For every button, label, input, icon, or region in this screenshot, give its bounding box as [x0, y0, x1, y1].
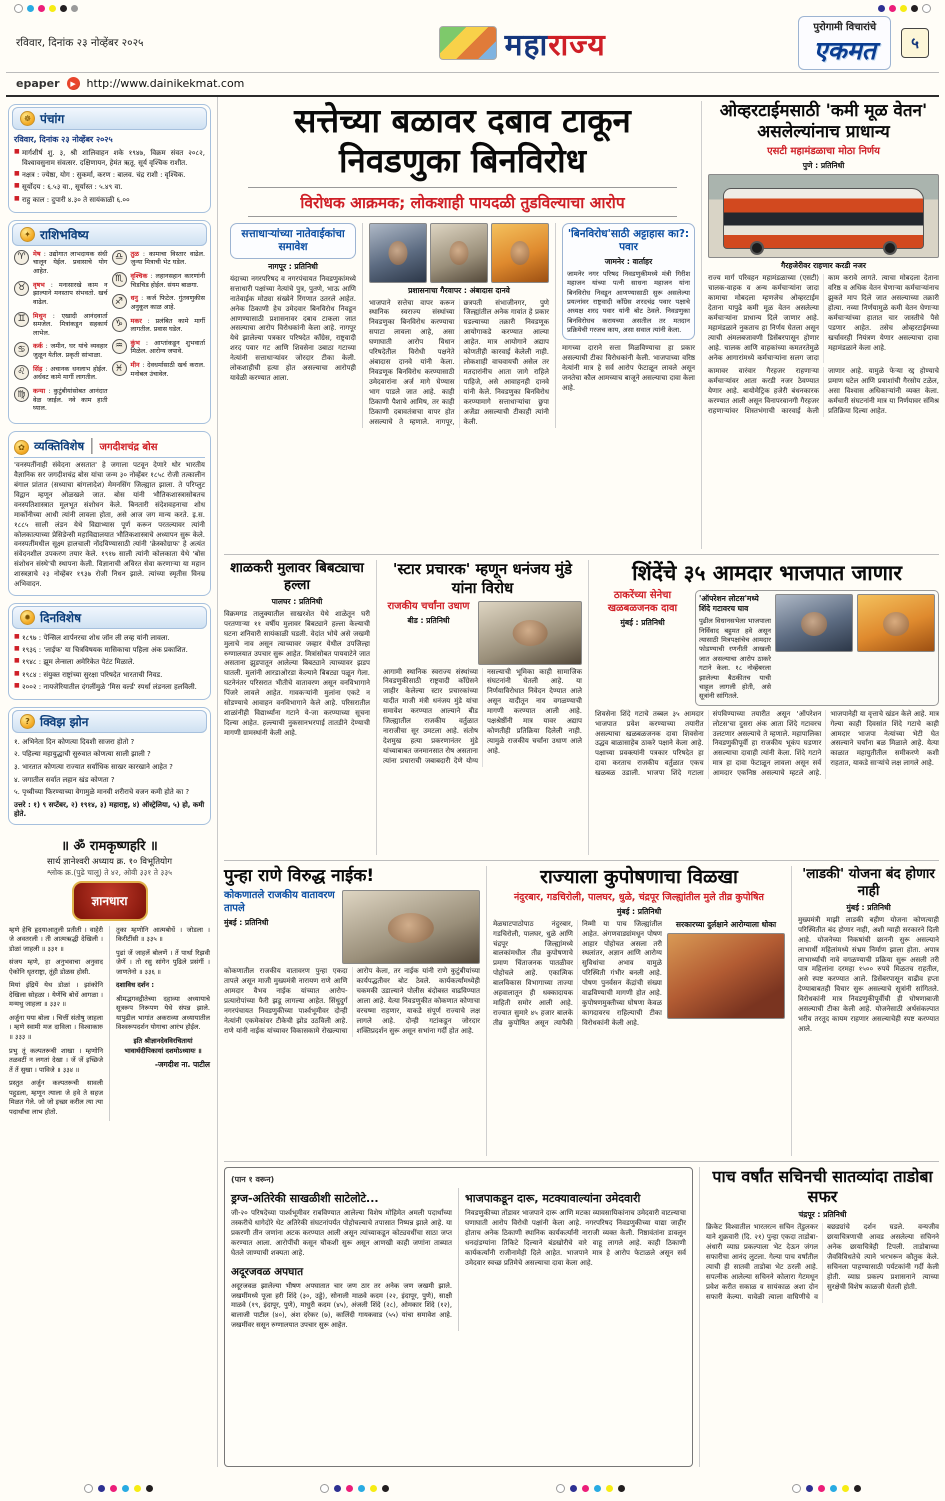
- zodiac-capricorn-icon: ♑: [112, 317, 127, 332]
- lead-left-byline: नागपूर : प्रतिनिधी: [268, 261, 318, 271]
- st-body-1: राज्य मार्ग परिवहन महामंडळाच्या (एसटी) चालक-वाहक व अन्य कर्मचाऱ्यांना जादा कामाचा मोबदला म्हणजेच ओव्हरटाईम देताना यापुढे कमी मूळ वेतन असलेल्या कर्मचाऱ्यांना प्राधान्य दिले जाणार आहे. महामंडळाने नुकताच हा निर्णय घेतला असून त्याची अंमलबजावणी डिसेंबरपासून होणार आहे. चालक आणि वाहकांच्या कमतरतेमुळे अनेक आगारांमध्ये कर्मचाऱ्यांना सलग जादा काम करावे लागते. त्याचा मोबदला देताना वरिष्ठ व अधिक वेतन घेणाऱ्या कर्मचाऱ्यांनाच झुकते माप दिले जात असल्याच्या तक्रारी होत्या. नव्या निर्णयामुळे कमी वेतन घेणाऱ्या कर्मचाऱ्यांच्या हातात चार जास्तीचे पैसे पडणार आहेत. तसेच ओव्हरटाईमच्या खर्चावरही नियंत्रण येणार असल्याचा दावा महामंडळाने केला आहे.: [708, 274, 939, 362]
- leopard-article: [224, 560, 376, 855]
- ladki-headline: 'लाडकी' योजना बंद होणार नाही: [802, 866, 935, 899]
- lead-left-kicker: सत्ताधाऱ्यांच्या नातेवाईकांचा समावेश: [241, 227, 345, 253]
- rashi-item: ♎ तुळ : कामाचा विस्तार वाढेल. जुन्या मित्राची भेट घडेल.: [112, 250, 206, 267]
- yellow-dot-icon: [49, 5, 56, 12]
- rashi-text: देवधर्मासाठी खर्च कराल. मनोबल उंचावेल.: [130, 361, 205, 378]
- yellow-dot-icon: [606, 1485, 613, 1492]
- din-item: ■ १८९७ : पेन्सिल शार्पनरचा शोध जॉन ली लव्ह यांनी लावला.: [14, 633, 205, 643]
- sachin-body: क्रिकेट विश्वातील भारतरत्न सचिन तेंडुलकर याने शुक्रवारी (दि. २१) पुन्हा एकदा ताडोबा-अंधारी व्याघ्र प्रकल्पाला भेट देऊन जंगल सफारीचा आनंद लुटला. गेल्या पाच वर्षांतील त्याची ही सातवी ताडोबा भेट ठरली आहे. सपत्नीक आलेल्या सचिनने कोलारा गेटमधून प्रवेश करीत सकाळ व सायंकाळ अशा दोन सफारी केल्या. यावेळी त्याला वाघिणीचे व बछड्यांचे दर्शन घडले. वन्यजीव छायाचित्रणाची आवड असलेल्या सचिनने अनेक छायाचित्रेही टिपली. ताडोबाच्या जैवविविधतेचे त्याने भरभरून कौतुक केले. सचिनला पाहण्यासाठी पर्यटकांनी गर्दी केली होती. व्याघ्र प्रकल्प प्रशासनाने त्याच्या सुरक्षेची विशेष काळजी घेतली होती.: [706, 1223, 939, 1301]
- st-bus-photo: [708, 174, 939, 258]
- rashi-column-left: [14, 250, 108, 418]
- verse: तुका म्हणोनि आत्मबोधें । जोडला । किरीटींसी ॥ ३३५ ॥: [116, 925, 210, 944]
- rashi-item: ♈ मेष : उद्योगात लाभदायक संधी चालून येईल. प्रवासाचे योग आहेत.: [14, 250, 108, 276]
- bus-graphic: [723, 188, 925, 249]
- leopard-body: विक्रमगड तालुक्यातील साखरशेत येथे शाळेतून घरी परतणाऱ्या ११ वर्षीय मुलावर बिबट्याने हल्ला केल्याची घटना शनिवारी सायंकाळी घडली. वेदांत भोये असे जखमी मुलाचे नाव असून त्याच्यावर जव्हार येथील उपजिल्हा रुग्णालयात उपचार सुरू आहेत. मित्रांसोबत पायवाटेने जात असताना झुडपातून आलेल्या बिबट्याने त्याच्यावर झडप घातली. मुलांनी आरडाओरडा केल्याने बिबट्या पळून गेला. घटनेनंतर परिसरात भीतीचे वातावरण असून वनविभागाने पिंजरे लावले आहेत. गावकऱ्यांनी मुलांना एकटे न सोडण्याचे आवाहन वनविभागाने केले आहे. परिसरातील शाळांनीही विद्यार्थ्यांना गटाने ये-जा करण्याच्या सूचना दिल्या आहेत. हल्ल्याची नुकसानभरपाई तातडीने देण्याची मागणी ग्रामस्थांनी केली आहे.: [224, 609, 370, 737]
- din-item: ■ १९८४ : संयुक्त राष्ट्रांच्या सुरक्षा परिषदेत भारताची निवड.: [14, 670, 205, 680]
- brand-name: एकमत: [813, 36, 876, 65]
- dnyan-line2: श्लोक क्र.(पुढे चालू) ते ४२, ओवी ३३१ ते ३३५: [46, 867, 173, 877]
- kuposhan-article: [486, 866, 791, 1156]
- row-2: [224, 560, 939, 855]
- munde-body: आगामी स्थानिक स्वराज्य संस्थांच्या निवडणुकीसाठी राष्ट्रवादी काँग्रेसने जाहीर केलेल्या स्टार प्रचारकांच्या यादीत माजी मंत्री धनंजय मुंडे यांचा समावेश करण्यात आल्याने बीड जिल्ह्यातील राजकीय वर्तुळात नाराजीचा सूर उमटला आहे. संतोष देशमुख हत्या प्रकरणानंतर मुंडे यांच्याबाबत जनमानसात रोष असताना त्यांना प्रचाराची जबाबदारी देणे योग्य नसल्याची भूमिका काही सामाजिक संघटनांनी घेतली आहे. या निर्णयाविरोधात निवेदन देण्यात आले असून यादीतून नाव वगळण्याची मागणी करण्यात आली आहे. पक्षश्रेष्ठींनी मात्र यावर अद्याप कोणतीही प्रतिक्रिया दिलेली नाही. त्यामुळे राजकीय चर्चांना उधाण आले आहे.: [383, 667, 582, 765]
- yellow-dot-icon: [370, 1485, 377, 1492]
- lead-right-body: जामनेर नगर परिषद निवडणुकीमध्ये मंत्री गिरीश महाजन यांच्या पत्नी साधना महाजन यांना बिनविरोध निवडून आणण्यासाठी सुरू असलेल्या प्रयत्नांवर राष्ट्रवादी काँग्रेस शरदचंद्र पवार पक्षाचे अध्यक्ष शरद पवार यांनी बोट ठेवले. निवडणुका बिनविरोधच करायच्या असतील तर मतदान प्रक्रियेची गरजच काय, असा सवाल त्यांनी केला.: [567, 269, 690, 334]
- verse: मियां इंद्रियें येथ डोळां । झांकोनि देखिला सोहळा । येणेंचि बोधें आगळा । मन्मथु जाहला ॥ ३३२ ॥: [9, 981, 103, 1009]
- st-headline: ओव्हरटाईमसाठी 'कमी मूळ वेतन' असलेल्यांनाच प्राधान्य: [719, 101, 928, 143]
- main-content: [218, 97, 939, 1467]
- cyan-dot-icon: [358, 1485, 365, 1492]
- registration-ring-icon: [320, 1484, 329, 1493]
- divider: [224, 554, 939, 555]
- ladki-byline: मुंबई : प्रतिनिधी: [846, 902, 891, 912]
- blue-dot-icon: [806, 1485, 813, 1492]
- registration-ring-icon: [556, 1484, 565, 1493]
- lead-right-kicker: 'बिनविरोध'साठी अट्टाहास का?: पवार: [567, 227, 690, 253]
- magenta-dot-icon: [110, 1485, 117, 1492]
- rashi-item: ♓ मीन : देवधर्मासाठी खर्च कराल. मनोबल उंचावेल.: [112, 361, 206, 378]
- bjp-body: निवडणुकीच्या तोंडावर भाजपाने दारू आणि मटका व्यावसायिकांनाच उमेदवारी वाटल्याचा घणाघाती आरोप विरोधी पक्षांनी केला आहे. नगरपरिषद निवडणुकीच्या याद्या जाहीर होताच अनेक ठिकाणी स्थानिक कार्यकर्त्यांनी नाराजी व्यक्त केली. निष्ठावंतांना डावलून धनदांडग्यांना तिकिटे दिल्याने बंडखोरीचे वारे वाहू लागले आहे. काही ठिकाणी कार्यकर्त्यांनी राजीनामेही दिले आहेत. भाजपाने मात्र हे आरोप फेटाळले असून सर्व उमेदवार स्वच्छ प्रतिमेचे असल्याचा दावा केला आहे.: [465, 1209, 686, 1267]
- rashi-text: मनासारखे काम न झाल्याने मनस्ताप संभवतो. खर्च वाढेल.: [33, 280, 108, 306]
- rashi-sign: कुंभ: [130, 338, 140, 347]
- quiz-question: १. अभिनेता दिन कोणत्या दिवशी साजरा होतो ?: [14, 737, 135, 746]
- masthead: [439, 23, 606, 64]
- rashi-sign: तुळ: [130, 249, 139, 258]
- din-vishesh-section: [8, 603, 211, 700]
- blue-dot-icon: [878, 5, 885, 12]
- drugs-heading: ड्रग्ज-अतिरेकी साखळीशी साटेलोटे...: [231, 1192, 379, 1205]
- verse: अर्जुना यया बोला । चित्तीं संतोषु जाहला । म्हणे स्वामी मज दाविला । विश्वाकारु ॥ ३३३ ॥: [9, 1013, 103, 1042]
- print-mark-group: [84, 1484, 153, 1493]
- black-dot-icon: [146, 1485, 153, 1492]
- blue-dot-icon: [98, 1485, 105, 1492]
- dnyan-invocation: ॥ ॐ रामकृष्णहरि ॥: [61, 838, 158, 854]
- kuposhan-headline: राज्याला कुपोषणाचा विळखा: [540, 866, 738, 888]
- brand-box: [798, 16, 891, 70]
- rashi-sign: वृषभ: [33, 280, 45, 289]
- rashi-sign: वृश्चिक: [130, 271, 148, 280]
- rashi-text: कामाचा विस्तार वाढेल. जुन्या मित्राची भेट घडेल.: [130, 249, 205, 267]
- st-article: [701, 101, 939, 549]
- lead-right-extra: मागच्या दाराने सत्ता मिळविण्याचा हा प्रकार असल्याची टीका विरोधकांनी केली. भाजपाच्या वरिष्ठ नेत्यांनी मात्र हे सर्व आरोप फेटाळून लावले असून जनतेचा कौल आमच्याच बाजूने असल्याचा दावा केला आहे.: [562, 344, 695, 393]
- rashi-item: ♌ सिंह : अचानक धनलाभ होईल. अर्धवट कामे मार्गी लागतील.: [14, 365, 108, 382]
- shinde-headline: शिंदेंचे ३५ आमदार भाजपात जाणार: [632, 561, 902, 585]
- cyan-dot-icon: [830, 1485, 837, 1492]
- panchang-date: रविवार, दिनांक २३ नोव्हेंबर २०२५: [14, 135, 113, 144]
- lead-left-strip: [230, 223, 362, 428]
- rashi-item: ♏ वृश्चिक : लहानसहान कारणांनी चिडचिड होईल. संयम बाळगा.: [112, 272, 206, 289]
- din-icon: ✹: [20, 610, 35, 625]
- row-3: [224, 866, 939, 1156]
- zodiac-aquarius-icon: ♒: [112, 339, 127, 354]
- magenta-dot-icon: [582, 1485, 589, 1492]
- leopard-byline: पालघर : प्रतिनिधी: [271, 596, 323, 606]
- munde-byline: बीड : प्रतिनिधी: [407, 616, 450, 625]
- masthead-graphic: [439, 26, 497, 60]
- quiz-title: क्विझ झोन: [40, 714, 89, 729]
- zodiac-virgo-icon: ♍: [14, 387, 29, 402]
- rashi-item: ♍ कन्या : कुटुंबीयांसोबत आनंदात वेळ जाईल. नवे काम हाती घ्याल.: [14, 387, 108, 413]
- shinde-kicker: ठाकरेंच्या सेनेचा खळबळजनक दावा: [607, 590, 678, 614]
- yellow-dot-icon: [900, 5, 907, 12]
- print-marks-top-right: [878, 4, 931, 13]
- rashi-sign: कर्क: [33, 342, 43, 351]
- bus-wheel-icon: [883, 241, 897, 255]
- cyan-dot-icon: [122, 1485, 129, 1492]
- print-marks-bottom: [0, 1484, 945, 1493]
- rashi-item: ♉ वृषभ : मनासारखे काम न झाल्याने मनस्ताप संभवतो. खर्च वाढेल.: [14, 281, 108, 307]
- sachin-article: [699, 1167, 939, 1467]
- munde-photo: [478, 601, 582, 665]
- shinde-article: [588, 560, 939, 855]
- vyakti-vishesh-section: [8, 431, 211, 596]
- rashi-sign: मकर: [130, 316, 142, 325]
- rashi-title: राशिभविष्य: [40, 227, 89, 242]
- dnyan-column-right: [109, 926, 210, 1122]
- registration-ring-icon: [14, 4, 23, 13]
- ops-body: पुढील विधानसभेला भाजपाला निर्विवाद बहुमत हवे असून त्यासाठी मित्रपक्षांचेच आमदार फोडण्याची रणनीती आखली जात असल्याचा आरोप ठाकरे गटाने केला. १८ नोव्हेंबरला झालेल्या बैठकीतच याची चाहूल लागली होती, असे सूत्रांनी सांगितले.: [699, 617, 771, 701]
- operation-lotus-box: [695, 590, 939, 705]
- lead-center-strip: [362, 223, 555, 428]
- lead-article: [224, 101, 701, 549]
- epaper-label: epaper: [16, 77, 60, 90]
- quiz-icon: ?: [20, 714, 35, 729]
- magenta-dot-icon: [346, 1485, 353, 1492]
- print-mark-group: [320, 1484, 389, 1493]
- rashi-header: [12, 223, 207, 246]
- zodiac-taurus-icon: ♉: [14, 281, 29, 296]
- row-4: [224, 1167, 939, 1467]
- panchang-section: [8, 104, 211, 213]
- jump-label: (पान १ वरून): [231, 1175, 275, 1184]
- panchang-line: ■ राहु काल : दुपारी ४.३० ते सायंकाळी ६.००: [14, 195, 205, 205]
- rashi-text: लहानसहान कारणांनी चिडचिड होईल. संयम बाळगा.: [130, 271, 205, 289]
- st-body-2: कामावर वारंवार गैरहजर राहणाऱ्या कर्मचाऱ्यांवर आता करडी नजर ठेवण्यात येणार आहे. बायोमेट्रिक हजेरी बंधनकारक करण्यात आली असून विनापरवानगी गैरहजर राहणाऱ्यांवर शिस्तभंगाची कारवाई केली जाणार आहे. यामुळे फेऱ्या रद्द होण्याचे प्रमाण घटेल आणि प्रवाशांची गैरसोय टळेल, असा विश्वास अधिकाऱ्यांनी व्यक्त केला. कर्मचारी संघटनांनी मात्र या निर्णयावर संमिश्र प्रतिक्रिया दिल्या आहेत.: [708, 367, 939, 416]
- zodiac-aries-icon: ♈: [14, 250, 29, 265]
- gray-dot-icon: [71, 5, 78, 12]
- rane-naik-photo: [342, 890, 480, 964]
- quiz-question: ४. जगातील सर्वात लहान खंड कोणता ?: [14, 775, 115, 784]
- drugs-body: जी-२० परिषदेच्या पार्श्वभूमीवर राबविण्यात आलेल्या विशेष मोहिमेत अमली पदार्थांच्या तस्करीचे धागेदोरे थेट अतिरेकी संघटनांपर्यंत पोहोचल्याचे तपासात निष्पन्न झाले आहे. या प्रकरणी तीन जणांना अटक करण्यात आली असून त्यांच्याकडून कोट्यवधींचा साठा जप्त करण्यात आला. आरोपींची कसून चौकशी सुरू असून आणखी काही जणांना ताब्यात घेतले जाण्याची शक्यता आहे.: [231, 1209, 452, 1257]
- rashi-sign: मेष: [33, 249, 41, 258]
- din-item: ■ १९३६ : 'लाईफ' या चित्रविषयक मासिकाचा पहिला अंक प्रकाशित.: [14, 645, 205, 655]
- zodiac-libra-icon: ♎: [112, 250, 127, 265]
- munde-headline: 'स्टार प्रचारक' म्हणून धनंजय मुंडे यांना विरोध: [392, 560, 573, 597]
- accident-body: अदूरजवळ झालेल्या भीषण अपघातात चार जण ठार तर अनेक जण जखमी झाले. जखमींमध्ये पूजा हरी शिंदे (३०, उड्डे), सोनाली माळवे कदम (२२, इंदापूर, पुणे), साक्षी माळवे (१९, इंदापूर, पुणे), माधुरी कदम (४५), अंजली शिंदे (२८), ओमकार शिंदे (१२), बालाजी पाटील (४०), अंश दरेकर (७), कालिंदी गायकवाड (५५) यांचा समावेश आहे. जखमींवर ससून रुग्णालयात उपचार सुरू आहेत.: [231, 1281, 452, 1330]
- sidebar: [6, 97, 218, 1467]
- cyan-dot-icon: [27, 5, 34, 12]
- shinde-body: शिवसेना शिंदे गटाचे तब्बल ३५ आमदार भाजपात प्रवेश करण्याच्या तयारीत असल्याचा खळबळजनक दावा शिवसेना उद्धव बाळासाहेब ठाकरे पक्षाने केला आहे. पक्षाच्या प्रवक्त्यांनी पत्रकार परिषदेत हा दावा करताच राजकीय वर्तुळात एकच खळबळ उडाली. भाजपा शिंदे गटाला संपविण्याच्या तयारीत असून 'ऑपरेशन लोटस'चा दुसरा अंक आता शिंदे गटावरच उलटणार असल्याचे ते म्हणाले. महापालिका निवडणुकीपूर्वी हा राजकीय भूकंप घडणार असल्याचा दावाही त्यांनी केला. शिंदे गटाने मात्र हा दावा फेटाळून लावला असून सर्व आमदार एकनिष्ठ असल्याचे म्हटले आहे. भाजपानेही या वृत्ताचे खंडन केले आहे. मात्र गेल्या काही दिवसांत शिंदे गटाचे काही आमदार भाजपा नेत्यांच्या भेटी घेत असल्याने चर्चांना बळ मिळाले आहे. येत्या काळात महायुतीतील समीकरणे कशी राहतात, याकडे साऱ्यांचे लक्ष लागले आहे.: [595, 709, 939, 778]
- dnyandhara-logo: ज्ञानधारा: [72, 881, 148, 921]
- quiz-question: २. पहिल्या महायुद्धाची सुरुवात कोणत्या साली झाली ?: [14, 750, 151, 759]
- zodiac-scorpio-icon: ♏: [112, 272, 127, 287]
- verse: प्रस्तुत अर्जुन कल्पतरूची सावली पहुडला, म्हणून त्याला जे हवे ते सहज मिळत गेले. जो जो इच्छा करील त्या त्या पदार्थांचा लाभ होतो.: [9, 1079, 103, 1116]
- rashi-item: ♒ कुंभ : आप्तांकडून शुभवार्ता मिळेल. आरोग्य जपावे.: [112, 339, 206, 356]
- lead-left-body: यंदाच्या नगरपरिषद व नगरपंचायत निवडणुकांमध्ये सत्ताधारी पक्षांच्या नेत्यांचे पुत्र, पुतणे, भाऊ आणि नातेवाईक मोठ्या संख्येने रिंगणात उतरले आहेत. अनेक ठिकाणी हेच उमेदवार बिनविरोध निवडून आणण्यासाठी प्रशासनावर दबाव टाकला जात असल्याचा आरोप विरोधकांनी केला आहे. नागपूर येथे झालेल्या पत्रकार परिषदेत काँग्रेस, राष्ट्रवादी शरद पवार गट आणि शिवसेना उबाठा गटाच्या नेत्यांनी सत्ताधाऱ्यांवर जोरदार टीका केली. लोकशाहीची हत्या होत असल्याचा आरोपही यावेळी करण्यात आला.: [230, 274, 356, 383]
- rashi-text: कर्ज फिटेल. गुंतवणुकीस अनुकूल काळ आहे.: [130, 294, 205, 311]
- page-body: [6, 97, 939, 1467]
- rane-headline: पुन्हा राणे विरुद्ध नाईक!: [224, 866, 375, 886]
- rashi-sign: सिंह: [33, 364, 43, 373]
- munde-article: [376, 560, 588, 855]
- vyakti-person-name: जगदीशचंद्र बोस: [99, 441, 158, 453]
- verse: पुढां जें जाहलें बोलणें । तें पार्था रिझवी जेणें । तो रसु सांगेन पुढिले प्रसंगीं । जाणतेनो ॥ ३३६ ॥: [116, 948, 210, 976]
- divider: [224, 1161, 939, 1162]
- din-title: दिनविशेष: [40, 611, 82, 626]
- uddhav-thackeray-photo: [775, 594, 853, 652]
- verse: प्रभु तूं कल्पतरूची शाखा । म्हणोनि तळवटीं न लगतां देखा । जें जें इच्छिजे तें तें सुखा । पाविजे ॥ ३३४ ॥: [9, 1046, 103, 1074]
- website-link[interactable]: http://www.dainikekmat.com: [86, 77, 245, 90]
- dnyan-attribution: -जगदीश ना. पाटील: [154, 1060, 210, 1070]
- lead-subhead: विरोधक आक्रमक; लोकशाही पायदळी तुडविल्याचा आरोप: [248, 187, 677, 217]
- din-item: ■ १९४८ : झूम लेन्सला अमेरिकेत पेटंट मिळाले.: [14, 657, 205, 667]
- panchang-line: ■ मार्गशीर्ष शु. ३, श्री शालिवाहन शके १९४७, विक्रम संवत २०८२, विश्वावसुनाम संवत्सर. दक्षिणायन, हेमंत ऋतू. सूर्य वृश्चिक राशीत.: [14, 148, 205, 168]
- yellow-dot-icon: [842, 1485, 849, 1492]
- rashi-text: प्रलंबित कामे मार्गी लागतील. प्रवास घडेल.: [130, 316, 205, 334]
- black-dot-icon: [618, 1485, 625, 1492]
- vyakti-header: ✿ व्यक्तिविशेष | जगदीशचंद्र बोस: [14, 435, 205, 458]
- ops-heading: 'ऑपरेशन लोटस'मध्ये शिंदे गटावरच घाव: [699, 594, 759, 614]
- page-number: ५: [901, 28, 929, 58]
- zodiac-gemini-icon: ♊: [14, 312, 29, 327]
- dnyandhara-section: [6, 832, 213, 1124]
- kuposhan-photo-caption: सरकारच्या दुर्लक्षाने आरोग्याला धोका: [675, 919, 777, 929]
- print-mark-group: [556, 1484, 625, 1493]
- ladki-body: मुख्यमंत्री माझी लाडकी बहीण योजना कोणत्याही परिस्थितीत बंद होणार नाही, अशी ग्वाही सरकारने दिली आहे. योजनेच्या निकषांची छाननी सुरू असल्याने लाभार्थी महिलांमध्ये संभ्रम निर्माण झाला होता. अपात्र लाभार्थ्यांची नावे वगळण्याची प्रक्रिया सुरू असली तरी पात्र महिलांना दरमहा १५०० रुपये मिळतच राहतील, असे स्पष्ट करण्यात आले. डिसेंबरपासून वाढीव हप्ता देण्याबाबतही विचार सुरू असल्याचे सूत्रांनी सांगितले. विरोधकांनी मात्र निवडणुकीपूर्वीची ही घोषणाबाजी असल्याची टीका केली आहे. योजनेसाठी अर्थसंकल्पात भरीव तरतूद कायम राहणार असल्याचेही स्पष्ट करण्यात आले.: [798, 915, 939, 1034]
- kuposhan-byline: मुंबई : प्रतिनिधी: [616, 906, 662, 916]
- rashi-item: ♋ कर्क : जमीन, घर यांचे व्यवहार जुळून येतील. प्रकृती सांभाळा.: [14, 342, 108, 359]
- eknath-shinde-photo: [857, 594, 935, 652]
- dnyan-closing: इति श्रीज्ञानदेवविरचितायां भावार्थदीपिकायां दशमोऽध्यायः ॥: [124, 1037, 202, 1055]
- date-line: रविवार, दिनांक २३ नोव्हेंबर २०२५: [16, 37, 144, 49]
- rashi-sign: मिथुन: [33, 311, 47, 320]
- panchang-title: पंचांग: [40, 112, 65, 126]
- munde-kicker: राजकीय चर्चांना उधाण: [387, 600, 470, 612]
- row-1: [224, 101, 939, 549]
- lead-photo-politician-3: [491, 223, 549, 283]
- panchang-line: ■ नक्षत्र : ज्येष्ठा, योग : सुकर्मा, करण : बालव. चंद्र राशी : वृश्चिक.: [14, 170, 205, 180]
- panchang-header: [12, 107, 207, 130]
- print-mark-group: [792, 1484, 861, 1493]
- registration-ring-icon: [84, 1484, 93, 1493]
- black-dot-icon: [382, 1485, 389, 1492]
- epaper-row: [6, 73, 939, 97]
- quiz-answers: उत्तरे : १) ९ सप्टेंबर, २) १९१४, ३) महाराष्ट्र, ४) ऑस्ट्रेलिया, ५) हो, कमी होते.: [14, 800, 205, 818]
- continued-from-page1-box: [224, 1167, 693, 1467]
- quiz-zone-section: [8, 707, 211, 825]
- rashi-text: उद्योगात लाभदायक संधी चालून येईल. प्रवासाचे योग आहेत.: [33, 249, 108, 275]
- bjp-heading: भाजपाकडून दारू, मटक्यावाल्यांना उमेदवारी: [465, 1192, 641, 1205]
- ladki-article: [791, 866, 939, 1156]
- registration-ring-icon: [792, 1484, 801, 1493]
- magenta-dot-icon: [818, 1485, 825, 1492]
- verse-subheading: दशाविध दर्शन :: [116, 981, 154, 990]
- lead-center-body: भाजपाने सत्तेचा वापर करून स्थानिक स्वराज्य संस्थांच्या निवडणुका बिनविरोध करण्याचा सपाटा लावला आहे, असा घणाघाती आरोप विधान परिषदेतील विरोधी पक्षनेते अंबादास दानवे यांनी केला. निवडणूक बिनविरोध करण्यासाठी उमेदवारांना अर्ज मागे घेण्यास भाग पाडले जात आहे. काही ठिकाणी पैशाचे आमिष, तर काही ठिकाणी दबावतंत्राचा वापर होत असल्याचे ते म्हणाले. नागपूर, छत्रपती संभाजीनगर, पुणे जिल्ह्यांतील अनेक गावांत हे प्रकार घडल्याच्या तक्रारी निवडणूक आयोगाकडे करण्यात आल्या आहेत. मात्र आयोगाने अद्याप कोणतीही कारवाई केलेली नाही. लोकशाही वाचवायची असेल तर मतदारांनीच आता जागे राहिले पाहिजे, असे आवाहनही दानवे यांनी केले. निवडणुका बिनविरोध करण्यामागे सत्ताधाऱ्यांचा छुपा अजेंडा असल्याची टीकाही त्यांनी केली.: [369, 298, 549, 426]
- brand-tagline: पुरोगामी विचारांचे: [813, 22, 877, 33]
- zodiac-leo-icon: ♌: [14, 365, 29, 380]
- vyakti-body: 'वनस्पतींनाही संवेदना असतात' हे जगाला पटवून देणारे थोर भारतीय वैज्ञानिक सर जगदीशचंद्र बोस यांचा जन्म ३० नोव्हेंबर १८५८ रोजी तत्कालीन बंगाल प्रांतात (सध्याचा बांगलादेश) मेमनसिंग जिल्ह्यात झाला. ते परिप्लुट विद्वान म्हणून ओळखले जात. बोस यांनी भौतिकशास्त्रासोबतच वनस्पतिशास्त्रात मूलभूत संशोधन केले. बिनतारी संदेशवहनाचा शोध मार्कोनीच्या आधी त्यांनी लावला होता, असे आज जग मान्य करते. इ.स. १८८५ साली लंडन येथे विद्याभ्यास पूर्ण करून परतल्यावर त्यांनी कोलकात्याच्या प्रेसिडेन्सी महाविद्यालयात भौतिकशास्त्राचे अध्यापन सुरू केले. वनस्पतींमधील सूक्ष्म हालचाली नोंदविण्यासाठी त्यांनी 'क्रेस्कोग्राफ' हे अत्यंत संवेदनशील उपकरण तयार केले. १९१७ साली त्यांनी कोलकाता येथे 'बोस संशोधन संस्थे'ची स्थापना केली. विज्ञानाची अविरत सेवा करणाऱ्या या महान शास्त्रज्ञाचे २३ नोव्हेंबर १९३७ रोजी निधन झाले. त्यांच्या स्मृतीस विनम्र अभिवादन.: [14, 460, 205, 589]
- blue-dot-icon: [570, 1485, 577, 1492]
- yellow-dot-icon: [134, 1485, 141, 1492]
- rane-kicker: कोकणातले राजकीय वातावरण तापले: [224, 890, 335, 914]
- rashi-text: अचानक धनलाभ होईल. अर्धवट कामे मार्गी लागतील.: [33, 364, 108, 382]
- rane-body: कोकणातील राजकीय वातावरण पुन्हा एकदा तापले असून माजी मुख्यमंत्री नारायण राणे आणि आमदार वैभव नाईक यांच्यात आरोप-प्रत्यारोपांच्या फैरी झडू लागल्या आहेत. सिंधुदुर्ग नगरपंचायत निवडणुकीच्या पार्श्वभूमीवर दोन्ही नेत्यांनी एकमेकांवर टीकेची झोड उठविली आहे. राणे यांनी नाईक यांच्यावर विकासकामे रोखल्याचा आरोप केला, तर नाईक यांनी राणे कुटुंबीयांच्या कार्यपद्धतीवर बोट ठेवले. कार्यकर्त्यांमध्येही चकमकी उडाल्याने पोलीस बंदोबस्त वाढविण्यात आला आहे. येत्या निवडणुकीत कोकणात कोणाचा वरचष्मा राहणार, याकडे संपूर्ण राज्याचे लक्ष लागले आहे. दोन्ही गटांकडून जोरदार शक्तिप्रदर्शन सुरू असून सभांना गर्दी होत आहे.: [224, 967, 480, 1035]
- masthead-title-left: महा: [504, 27, 549, 63]
- rashi-item: ♑ मकर : प्रलंबित कामे मार्गी लागतील. प्रवास घडेल.: [112, 317, 206, 334]
- quiz-question: ५. पृथ्वीच्या फिरण्याच्या वेगामुळे मानवी शरीराचे वजन कमी होते का ?: [14, 788, 190, 797]
- rashi-text: जमीन, घर यांचे व्यवहार जुळून येतील. प्रकृती सांभाळा.: [33, 342, 108, 360]
- magenta-dot-icon: [38, 5, 45, 12]
- rashi-item: ♐ धनु : कर्ज फिटेल. गुंतवणुकीस अनुकूल काळ आहे.: [112, 294, 206, 311]
- black-dot-icon: [854, 1485, 861, 1492]
- rashi-sign: मीन: [130, 361, 140, 370]
- lead-photo-politician-1: [369, 223, 427, 283]
- jump-column: [224, 1167, 699, 1467]
- lead-headline: सत्तेच्या बळावर दबाव टाकून निवडणुका बिनविरोध: [294, 101, 631, 181]
- zodiac-cancer-icon: ♋: [14, 342, 29, 357]
- quiz-question: ३. भारतात कोणत्या राज्यात सर्वाधिक साखर कारखाने आहेत ?: [14, 763, 173, 772]
- masthead-title-right: राज्य: [548, 27, 606, 63]
- epaper-globe-icon: ▶: [67, 77, 80, 90]
- st-subhead: गैरहजेरीवर राहणार करडी नजर: [781, 261, 866, 270]
- kuposhan-photo: [667, 933, 785, 1019]
- lead-photo-politician-2: [430, 223, 488, 283]
- rashi-section: [8, 220, 211, 424]
- dnyan-line1: सार्थ ज्ञानेश्वरी अध्याय क्र. १० विभूतियोग: [47, 856, 172, 867]
- rashi-icon: ✦: [20, 227, 35, 242]
- st-kicker: एसटी महामंडळाचा मोठा निर्णय: [767, 145, 880, 157]
- blue-dot-icon: [334, 1485, 341, 1492]
- lead-left-kicker-box: [230, 223, 356, 259]
- vyakti-title: व्यक्तिविशेष: [34, 438, 85, 453]
- rashi-sign: धनु: [130, 294, 138, 303]
- masthead-row: [6, 0, 939, 73]
- rashi-text: आप्तांकडून शुभवार्ता मिळेल. आरोग्य जपावे.: [130, 338, 206, 356]
- din-item: ■ २००२ : नायजेरियातील दंगलींमुळे 'मिस वर्ल्ड' स्पर्धा लंडनला हलविली.: [14, 682, 205, 692]
- magenta-dot-icon: [889, 5, 896, 12]
- quiz-header: [12, 710, 207, 733]
- dnyan-column-left: [9, 926, 103, 1122]
- sachin-headline: पाच वर्षांत सचिनची सातव्यांदा ताडोबा सफर: [712, 1167, 933, 1206]
- lead-photo-caption: प्रशासनाचा गैरवापर : अंबादास दानवे: [408, 285, 510, 295]
- verse: श्रीमद्भगवद्गीतेच्या दहाव्या अध्यायाचे सूत्ररूप निरूपण येथे संपन्न झाले. यापुढील भागांत अकराव्या अध्यायातील विश्वरूपदर्शन योगाचा आरंभ होईल.: [116, 994, 210, 1032]
- lead-right-strip: [555, 223, 695, 428]
- verse: संजय म्हणे, हा अनुभवाचा अनुवाद ऐकोनि धृतराष्ट्रा, तूंही डोळस होसी.: [9, 958, 103, 976]
- kuposhan-body: मेळघाटपाठोपाठ नंदुरबार, गडचिरोली, पालघर, धुळे आणि चंद्रपूर जिल्ह्यांमध्ये बालकांमधील तीव्र कुपोषणाचे प्रमाण चिंताजनक पातळीवर पोहोचले आहे. एकात्मिक बालविकास विभागाच्या ताज्या अहवालातून ही धक्कादायक माहिती समोर आली आहे. राज्यात सुमारे ४५ हजार बालके तीव्र कुपोषित असून त्यापैकी निम्मी या पाच जिल्ह्यांतील आहेत. अंगणवाड्यांमधून पोषण आहार पोहोचत असला तरी स्थलांतर, अज्ञान आणि आरोग्य सुविधांचा अभाव यामुळे परिस्थिती गंभीर बनली आहे. पोषण पुनर्वसन केंद्रांची संख्या वाढविण्याची मागणी होत आहे. कुपोषणमुक्तीच्या घोषणा केवळ कागदावरच राहिल्याची टीका विरोधकांनी केली आहे.: [493, 919, 662, 1027]
- zodiac-pisces-icon: ♓: [112, 361, 127, 376]
- print-marks-top-left: [14, 4, 78, 13]
- st-byline: पुणे : प्रतिनिधी: [802, 161, 845, 170]
- zodiac-sagittarius-icon: ♐: [112, 294, 127, 309]
- cyan-dot-icon: [594, 1485, 601, 1492]
- shinde-byline: मुंबई : प्रतिनिधी: [620, 618, 665, 628]
- panchang-icon: ☸: [20, 111, 35, 126]
- rane-byline: मुंबई : प्रतिनिधी: [224, 918, 269, 928]
- kuposhan-subhead: नंदुरबार, गडचिरोली, पालघर, धुळे, चंद्रपूर जिल्ह्यांतील मुले तीव्र कुपोषित: [514, 891, 764, 903]
- accident-heading: अदूरजवळ अपघात: [231, 1265, 304, 1278]
- rashi-text: एखादी आनंदवार्ता समजेल. मित्रांकडून सहकार्य लाभेल.: [33, 311, 108, 337]
- bus-wheel-icon: [750, 241, 764, 255]
- verse: म्हणे हेचि हृदयाआतुली प्रतीती । वाहेरी जे अवतरली । ती आत्मऋद्धी देखिली । डोळां जाहली ॥ ३३१ ॥: [9, 925, 103, 953]
- rashi-sign: कन्या: [33, 387, 46, 396]
- vyakti-icon: ✿: [14, 440, 29, 455]
- rane-article: [224, 866, 486, 1156]
- registration-ring-icon: [922, 4, 931, 13]
- rashi-column-right: [112, 250, 206, 418]
- divider: [224, 860, 939, 861]
- black-dot-icon: [60, 5, 67, 12]
- leopard-headline: शाळकरी मुलावर बिबट्याचा हल्ला: [230, 560, 364, 593]
- sachin-byline: चंद्रपूर : प्रतिनिधी: [798, 1210, 847, 1219]
- black-dot-icon: [911, 5, 918, 12]
- masthead-title: [505, 23, 606, 64]
- rashi-item: ♊ मिथुन : एखादी आनंदवार्ता समजेल. मित्रांकडून सहकार्य लाभेल.: [14, 312, 108, 338]
- din-header: [12, 606, 207, 629]
- rashi-text: कुटुंबीयांसोबत आनंदात वेळ जाईल. नवे काम हाती घ्याल.: [33, 387, 108, 413]
- panchang-line: ■ सूर्योदय : ६.५३ वा., सूर्यास्त : ५.४९ वा.: [14, 182, 205, 192]
- lead-right-kicker-box: [562, 223, 695, 341]
- lead-right-byline: जामनेर : वार्ताहर: [604, 256, 653, 266]
